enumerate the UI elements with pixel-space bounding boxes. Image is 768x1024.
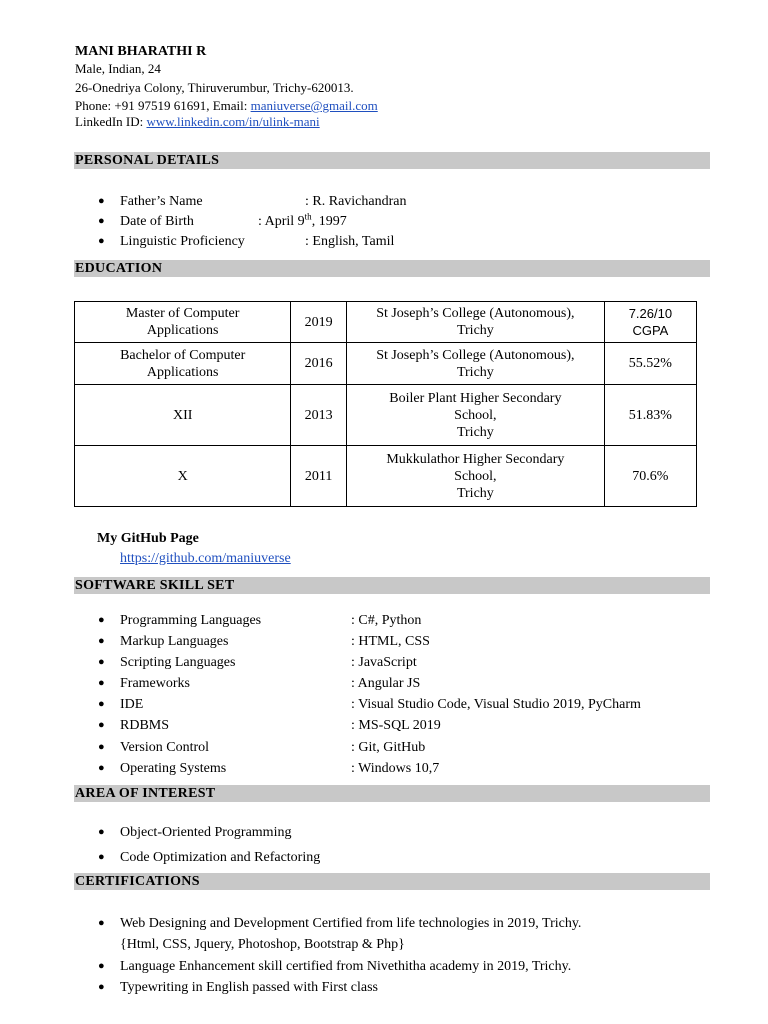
table-row [75, 343, 697, 385]
bullet-icon: ● [98, 826, 105, 838]
dob-suffix: th [304, 211, 312, 222]
year-cell: 2013 [291, 385, 347, 446]
candidate-name: MANI BHARATHI R [75, 44, 207, 59]
bullet-icon: ● [98, 719, 105, 731]
skill-value: : Git, GitHub [351, 740, 426, 755]
degree-cell: Bachelor of Computer Applications [75, 343, 291, 385]
table-row [75, 385, 697, 446]
language-value: : English, Tamil [305, 234, 395, 249]
bullet-icon: ● [98, 960, 105, 972]
candidate-address: 26-Onedriya Colony, Thiruverumbur, Trichy-620013. [75, 80, 354, 95]
skill-label: Version Control [120, 740, 210, 755]
linkedin-label: LinkedIn ID: [75, 114, 147, 129]
bullet-icon: ● [98, 762, 105, 774]
institution-cell: Boiler Plant Higher Secondary School, Trichy [346, 385, 604, 446]
degree-cell: XII [75, 385, 291, 446]
section-personal-details: PERSONAL DETAILS [74, 152, 710, 169]
section-education: EDUCATION [74, 260, 710, 277]
score-cell: 7.26/10 CGPA [604, 302, 696, 343]
institution-cell: Mukkulathor Higher Secondary School, Trichy [346, 446, 604, 507]
skill-label: Programming Languages [120, 613, 262, 628]
skill-label: Operating Systems [120, 761, 227, 776]
candidate-info: Male, Indian, 24 [75, 61, 161, 76]
bullet-icon: ● [98, 741, 105, 753]
table-row [75, 446, 697, 507]
phone-text: Phone: +91 97519 61691, Email: [75, 98, 251, 113]
year-cell: 2016 [291, 343, 347, 385]
dob-value [258, 212, 347, 231]
dob-day: : April 9 [258, 214, 305, 229]
dob-label: Date of Birth [120, 214, 194, 229]
bullet-icon: ● [98, 195, 105, 207]
bullet-icon: ● [98, 235, 105, 247]
bullet-icon: ● [98, 917, 105, 929]
interest-text: Code Optimization and Refactoring [120, 850, 321, 865]
bullet-icon: ● [98, 981, 105, 993]
bullet-icon: ● [98, 656, 105, 668]
github-link[interactable]: https://github.com/maniuverse [120, 551, 291, 566]
bullet-icon: ● [98, 851, 105, 863]
bullet-icon: ● [98, 698, 105, 710]
degree-cell: X [75, 446, 291, 507]
certification-text: Typewriting in English passed with First class [120, 980, 379, 995]
bullet-icon: ● [98, 614, 105, 626]
skill-value: : MS-SQL 2019 [351, 718, 441, 733]
score-cell: 70.6% [604, 446, 696, 507]
contact-line [75, 98, 378, 114]
bullet-icon: ● [98, 215, 105, 227]
linkedin-link[interactable]: www.linkedin.com/in/ulink-mani [146, 114, 320, 129]
skill-label: IDE [120, 697, 144, 712]
skill-label: Markup Languages [120, 634, 229, 649]
year-cell: 2011 [291, 446, 347, 507]
section-software-skills: SOFTWARE SKILL SET [74, 577, 710, 594]
certification-text: Language Enhancement skill certified from Nivethitha academy in 2019, Trichy. [120, 959, 572, 974]
skill-value: : Angular JS [351, 676, 421, 691]
skill-value: : HTML, CSS [351, 634, 430, 649]
score-cell: 55.52% [604, 343, 696, 385]
skill-label: Frameworks [120, 676, 190, 691]
institution-cell: St Joseph’s College (Autonomous), Trichy [346, 343, 604, 385]
skill-value: : Windows 10,7 [351, 761, 440, 776]
year-cell: 2019 [291, 302, 347, 343]
email-link[interactable]: maniuverse@gmail.com [250, 98, 378, 113]
certification-text: Web Designing and Development Certified from life technologies in 2019, Trichy. {Html, CSS, Jquery, Photoshop, Bootstrap & Php} [120, 916, 582, 952]
father-value: : R. Ravichandran [305, 194, 407, 209]
skill-value: : C#, Python [351, 613, 422, 628]
skill-value: : JavaScript [351, 655, 417, 670]
father-label: Father’s Name [120, 194, 203, 209]
language-label: Linguistic Proficiency [120, 234, 245, 249]
github-title: My GitHub Page [97, 531, 199, 546]
table-row [75, 302, 697, 343]
linkedin-line [75, 114, 320, 130]
dob-year: , 1997 [311, 214, 347, 229]
degree-cell: Master of Computer Applications [75, 302, 291, 343]
skill-value: : Visual Studio Code, Visual Studio 2019, PyCharm [351, 697, 641, 712]
section-certifications: CERTIFICATIONS [74, 873, 710, 890]
bullet-icon: ● [98, 635, 105, 647]
bullet-icon: ● [98, 677, 105, 689]
education-table [74, 301, 697, 507]
skill-label: Scripting Languages [120, 655, 236, 670]
section-area-of-interest: AREA OF INTEREST [74, 785, 710, 802]
institution-cell: St Joseph’s College (Autonomous), Trichy [346, 302, 604, 343]
score-cell: 51.83% [604, 385, 696, 446]
interest-text: Object-Oriented Programming [120, 825, 292, 840]
skill-label: RDBMS [120, 718, 170, 733]
